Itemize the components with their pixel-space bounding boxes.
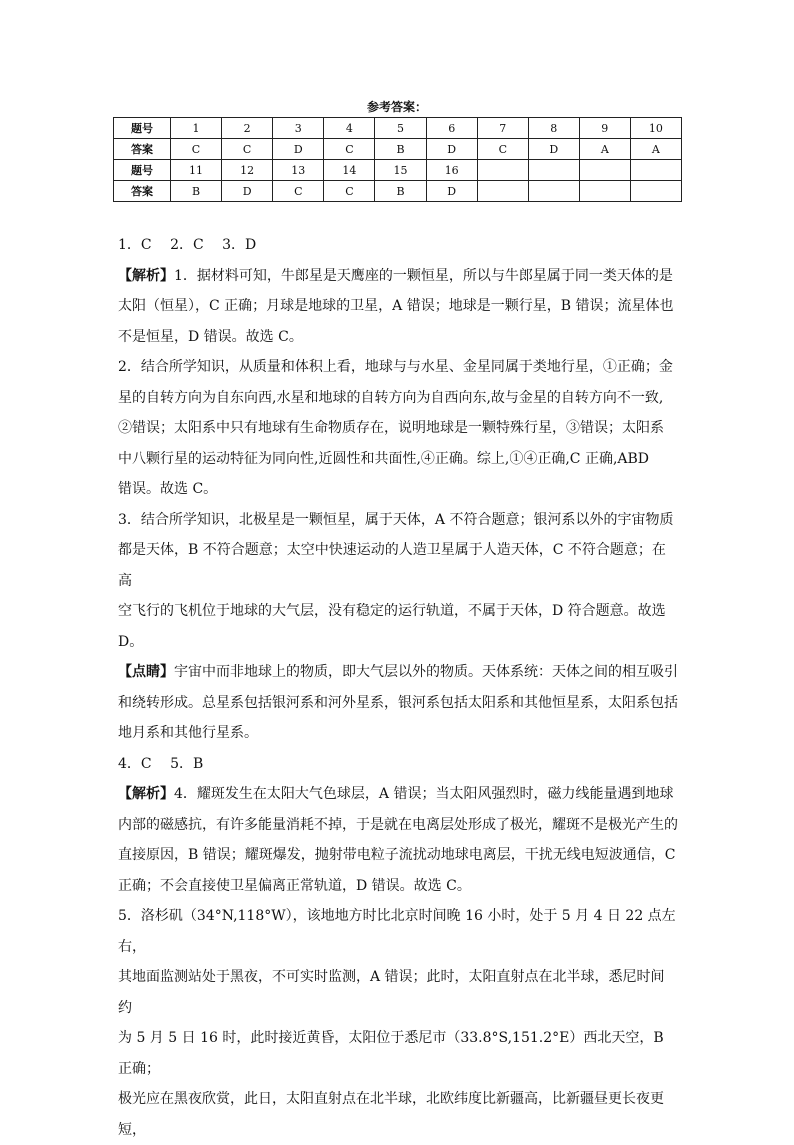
table-cell: D xyxy=(426,139,477,160)
table-cell: 14 xyxy=(324,160,375,181)
table-cell: 6 xyxy=(426,118,477,139)
table-cell xyxy=(579,160,630,181)
table-cell: D xyxy=(273,139,324,160)
paragraph-line: 直接原因，B 错误；耀斑爆发，抛射带电粒子流扰动地球电离层，干扰无线电短波通信，C xyxy=(118,847,676,863)
paragraph-line xyxy=(118,261,678,292)
analysis-tag: 【解析】 xyxy=(118,786,174,802)
text-span: 1．据材料可知，牛郎星是天鹰座的一颗恒星，所以与牛郎星属于同一类天体的是 xyxy=(174,267,673,284)
answer-table-body xyxy=(114,118,682,202)
answer-table xyxy=(113,117,682,202)
answer-line: 1．C 2．C 3．D xyxy=(118,237,257,253)
paragraph-line: 内部的磁感抗，有许多能量消耗不掉，于是就在电离层处形成了极光，耀斑不是极光产生的 xyxy=(118,816,678,833)
table-cell: C xyxy=(477,139,528,160)
table-cell xyxy=(528,181,579,202)
table-cell: 16 xyxy=(426,160,477,181)
answer-line: 4．C 5．B xyxy=(118,755,204,772)
table-row xyxy=(114,160,682,181)
table-cell: C xyxy=(222,139,273,160)
table-cell: B xyxy=(375,181,426,202)
paragraph-line: D。 xyxy=(118,633,144,650)
paragraph-line: 5．洛杉矶（34°N,118°W），该地地方时比北京时间晚 16 小时，处于 5 月 4 日 22 点左右， xyxy=(118,908,676,955)
paragraph-line: 和绕转形成。总星系包括银河系和河外星系，银河系包括太阳系和其他恒星系，太阳系包括 xyxy=(118,694,678,711)
row-header: 答案 xyxy=(114,181,171,202)
table-cell: 15 xyxy=(375,160,426,181)
table-cell: A xyxy=(630,139,681,160)
paragraph-line: ②错误；太阳系中只有地球有生命物质存在，说明地球是一颗特殊行星，③错误；太阳系 xyxy=(118,420,664,436)
paragraph-line: 都是天体，B 不符合题意；太空中快速运动的人造卫星属于人造天体，C 不符合题意；在高 xyxy=(118,542,666,589)
table-cell: D xyxy=(222,181,273,202)
paragraph-line xyxy=(118,657,678,688)
table-cell: 13 xyxy=(273,160,324,181)
analysis-tag: 【解析】 xyxy=(118,267,174,284)
table-cell: 7 xyxy=(477,118,528,139)
row-header: 题号 xyxy=(114,160,171,181)
paragraph-line: 正确；不会直接使卫星偏离正常轨道，D 错误。故选 C。 xyxy=(118,877,471,894)
table-cell: 4 xyxy=(324,118,375,139)
answer-key-title: 参考答案： xyxy=(366,100,427,114)
table-cell: C xyxy=(324,181,375,202)
table-cell: A xyxy=(579,139,630,160)
paragraph-line: 星的自转方向为自东向西,水星和地球的自转方向为自西向东,故与金星的自转方向不一致, xyxy=(118,389,664,406)
table-cell: 9 xyxy=(579,118,630,139)
paragraph-line: 为 5 月 5 日 16 时，此时接近黄昏，太阳位于悉尼市（33.8°S,151.2°E）西北天空，B 正确； xyxy=(118,1030,664,1077)
paragraph-line: 其地面监测站处于黑夜，不可实时监测，A 错误；此时，太阳直射点在北半球，悉尼时间约 xyxy=(118,969,665,1016)
paragraph-line: 不是恒星，D 错误。故选 C。 xyxy=(118,328,303,345)
paragraph-line: 极光应在黑夜欣赏，此日，太阳直射点在北半球，北欧纬度比新疆高，比新疆昼更长夜更短， xyxy=(118,1091,664,1138)
paragraph-line: 错误。故选 C。 xyxy=(118,481,218,497)
table-cell xyxy=(528,160,579,181)
table-row xyxy=(114,181,682,202)
table-cell: C xyxy=(324,139,375,160)
paragraph-line: 太阳（恒星），C 正确；月球是地球的卫星，A 错误；地球是一颗行星，B 错误；流星体也 xyxy=(118,298,674,314)
table-cell: 3 xyxy=(273,118,324,139)
table-cell: 11 xyxy=(170,160,221,181)
table-cell: C xyxy=(273,181,324,202)
table-cell: 2 xyxy=(222,118,273,139)
paragraph-line: 2．结合所学知识，从质量和体积上看，地球与与水星、金星同属于类地行星，①正确；金 xyxy=(118,359,673,375)
table-cell: C xyxy=(170,139,221,160)
table-cell xyxy=(579,181,630,202)
table-cell: 10 xyxy=(630,118,681,139)
text-span: 4．耀斑发生在太阳大气色球层，A 错误；当太阳风强烈时，磁力线能量遇到地球 xyxy=(174,786,674,802)
text-span: 宇宙中而非地球上的物质，即大气层以外的物质。天体系统：天体之间的相互吸引 xyxy=(174,664,678,680)
table-cell xyxy=(477,160,528,181)
table-cell: D xyxy=(528,139,579,160)
table-cell: 1 xyxy=(170,118,221,139)
paragraph-line: 中八颗行星的运动特征为同向性,近圆性和共面性,④正确。综上,①④正确,C 正确,ABD xyxy=(118,450,650,467)
table-cell: 5 xyxy=(375,118,426,139)
table-cell xyxy=(477,181,528,202)
table-cell: 12 xyxy=(222,160,273,181)
paragraph-line xyxy=(118,779,678,810)
table-row xyxy=(114,139,682,160)
paragraph-line: 地月系和其他行星系。 xyxy=(118,725,258,741)
paragraph-line: 3．结合所学知识，北极星是一颗恒星，属于天体，A 不符合题意；银河系以外的宇宙物质 xyxy=(118,511,674,528)
table-cell: B xyxy=(375,139,426,160)
table-cell: 8 xyxy=(528,118,579,139)
table-row xyxy=(114,118,682,139)
table-cell xyxy=(630,181,681,202)
row-header: 题号 xyxy=(114,118,171,139)
explanation-text xyxy=(118,230,678,1145)
table-cell: D xyxy=(426,181,477,202)
paragraph-line: 空飞行的飞机位于地球的大气层，没有稳定的运行轨道，不属于天体，D 符合题意。故选 xyxy=(118,603,666,619)
highlight-tag: 【点睛】 xyxy=(118,664,174,680)
table-cell: B xyxy=(170,181,221,202)
row-header: 答案 xyxy=(114,139,171,160)
table-cell xyxy=(630,160,681,181)
